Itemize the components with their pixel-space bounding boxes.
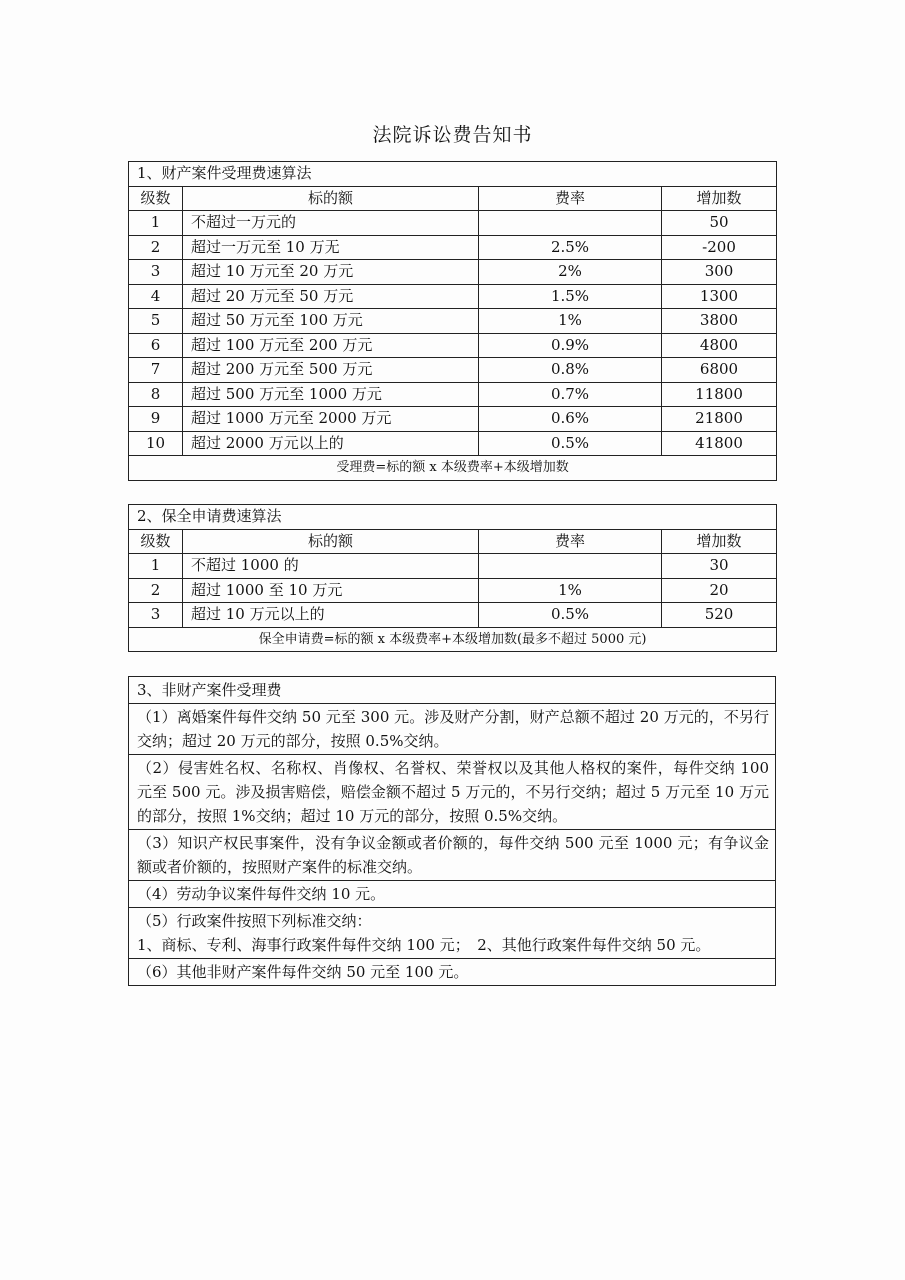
addition-cell: 300 <box>662 260 777 285</box>
fee-item-5 <box>129 908 776 959</box>
column-header: 费率 <box>479 186 662 211</box>
addition-cell: 520 <box>662 603 777 628</box>
rate-cell: 0.7% <box>479 382 662 407</box>
fee-item-5-detail: 1、商标、专利、海事行政案件每件交纳 100 元； 2、其他行政案件每件交纳 50 元。 <box>137 936 711 954</box>
level-cell: 3 <box>129 603 183 628</box>
fee-item-3: （3）知识产权民事案件，没有争议金额或者价额的，每件交纳 500 元至 1000 元；有争议金额或者价额的，按照财产案件的标准交纳。 <box>129 830 776 881</box>
addition-cell: 20 <box>662 578 777 603</box>
level-cell: 6 <box>129 333 183 358</box>
addition-cell: 11800 <box>662 382 777 407</box>
preservation-fee-table <box>128 504 777 652</box>
formula-note: 受理费=标的额 x 本级费率+本级增加数 <box>129 456 777 481</box>
table-row <box>129 284 777 309</box>
amount-range-cell: 超过 1000 至 10 万元 <box>183 578 479 603</box>
rate-cell: 0.6% <box>479 407 662 432</box>
table-row <box>129 407 777 432</box>
level-cell: 4 <box>129 284 183 309</box>
level-cell: 1 <box>129 211 183 236</box>
table-row <box>129 211 777 236</box>
fee-item-1: （1）离婚案件每件交纳 50 元至 300 元。涉及财产分割，财产总额不超过 20 万元的，不另行交纳；超过 20 万元的部分，按照 0.5%交纳。 <box>129 704 776 755</box>
table-row <box>129 554 777 579</box>
addition-cell: 6800 <box>662 358 777 383</box>
addition-cell: 30 <box>662 554 777 579</box>
rate-cell: 1.5% <box>479 284 662 309</box>
level-cell: 7 <box>129 358 183 383</box>
rate-cell: 0.5% <box>479 603 662 628</box>
fee-item-6: （6）其他非财产案件每件交纳 50 元至 100 元。 <box>129 959 776 986</box>
addition-cell: 3800 <box>662 309 777 334</box>
rate-cell: 0.9% <box>479 333 662 358</box>
level-cell: 9 <box>129 407 183 432</box>
table-row <box>129 309 777 334</box>
amount-range-cell: 超过一万元至 10 万无 <box>183 235 479 260</box>
fee-item-4: （4）劳动争议案件每件交纳 10 元。 <box>129 881 776 908</box>
addition-cell: 41800 <box>662 431 777 456</box>
amount-range-cell: 超过 50 万元至 100 万元 <box>183 309 479 334</box>
amount-range-cell: 超过 20 万元至 50 万元 <box>183 284 479 309</box>
table-row <box>129 333 777 358</box>
addition-cell: 21800 <box>662 407 777 432</box>
amount-range-cell: 超过 10 万元以上的 <box>183 603 479 628</box>
table-row <box>129 431 777 456</box>
rate-cell: 2% <box>479 260 662 285</box>
level-cell: 8 <box>129 382 183 407</box>
rate-cell: 1% <box>479 578 662 603</box>
amount-range-cell: 不超过一万元的 <box>183 211 479 236</box>
amount-range-cell: 超过 10 万元至 20 万元 <box>183 260 479 285</box>
amount-range-cell: 超过 200 万元至 500 万元 <box>183 358 479 383</box>
section-heading: 1、财产案件受理费速算法 <box>129 162 777 187</box>
addition-cell: 4800 <box>662 333 777 358</box>
table-row <box>129 235 777 260</box>
column-header: 级数 <box>129 186 183 211</box>
table-row <box>129 260 777 285</box>
section-heading: 3、非财产案件受理费 <box>129 677 776 704</box>
column-header: 标的额 <box>183 186 479 211</box>
column-header: 标的额 <box>183 529 479 554</box>
table-row <box>129 358 777 383</box>
level-cell: 10 <box>129 431 183 456</box>
column-header: 费率 <box>479 529 662 554</box>
column-header: 级数 <box>129 529 183 554</box>
page-title: 法院诉讼费告知书 <box>372 124 533 146</box>
table-row <box>129 578 777 603</box>
rate-cell: 0.5% <box>479 431 662 456</box>
column-header: 增加数 <box>662 529 777 554</box>
section-heading: 2、保全申请费速算法 <box>129 505 777 530</box>
amount-range-cell: 不超过 1000 的 <box>183 554 479 579</box>
level-cell: 3 <box>129 260 183 285</box>
addition-cell: -200 <box>662 235 777 260</box>
level-cell: 1 <box>129 554 183 579</box>
rate-cell: 1% <box>479 309 662 334</box>
column-header: 增加数 <box>662 186 777 211</box>
header-row <box>129 186 777 211</box>
property-fee-table <box>128 161 777 481</box>
rate-cell <box>479 554 662 579</box>
rate-cell: 2.5% <box>479 235 662 260</box>
non-property-fee-table <box>128 676 776 986</box>
formula-note: 保全申请费=标的额 x 本级费率+本级增加数(最多不超过 5000 元) <box>129 627 777 652</box>
amount-range-cell: 超过 2000 万元以上的 <box>183 431 479 456</box>
amount-range-cell: 超过 100 万元至 200 万元 <box>183 333 479 358</box>
fee-item-5-title: （5）行政案件按照下列标准交纳： <box>137 912 372 930</box>
table-row <box>129 603 777 628</box>
amount-range-cell: 超过 500 万元至 1000 万元 <box>183 382 479 407</box>
rate-cell: 0.8% <box>479 358 662 383</box>
amount-range-cell: 超过 1000 万元至 2000 万元 <box>183 407 479 432</box>
header-row <box>129 529 777 554</box>
level-cell: 2 <box>129 578 183 603</box>
fee-item-2: （2）侵害姓名权、名称权、肖像权、名誉权、荣誉权以及其他人格权的案件，每件交纳 100 元至 500 元。涉及损害赔偿，赔偿金额不超过 5 万元的，不另行交纳；超过 5 万元至 10 万元的部分，按照 1%交纳；超过 10 万元的部分，按照 0.5%交纳。 <box>129 755 776 830</box>
addition-cell: 1300 <box>662 284 777 309</box>
table-row <box>129 382 777 407</box>
level-cell: 5 <box>129 309 183 334</box>
level-cell: 2 <box>129 235 183 260</box>
rate-cell <box>479 211 662 236</box>
addition-cell: 50 <box>662 211 777 236</box>
